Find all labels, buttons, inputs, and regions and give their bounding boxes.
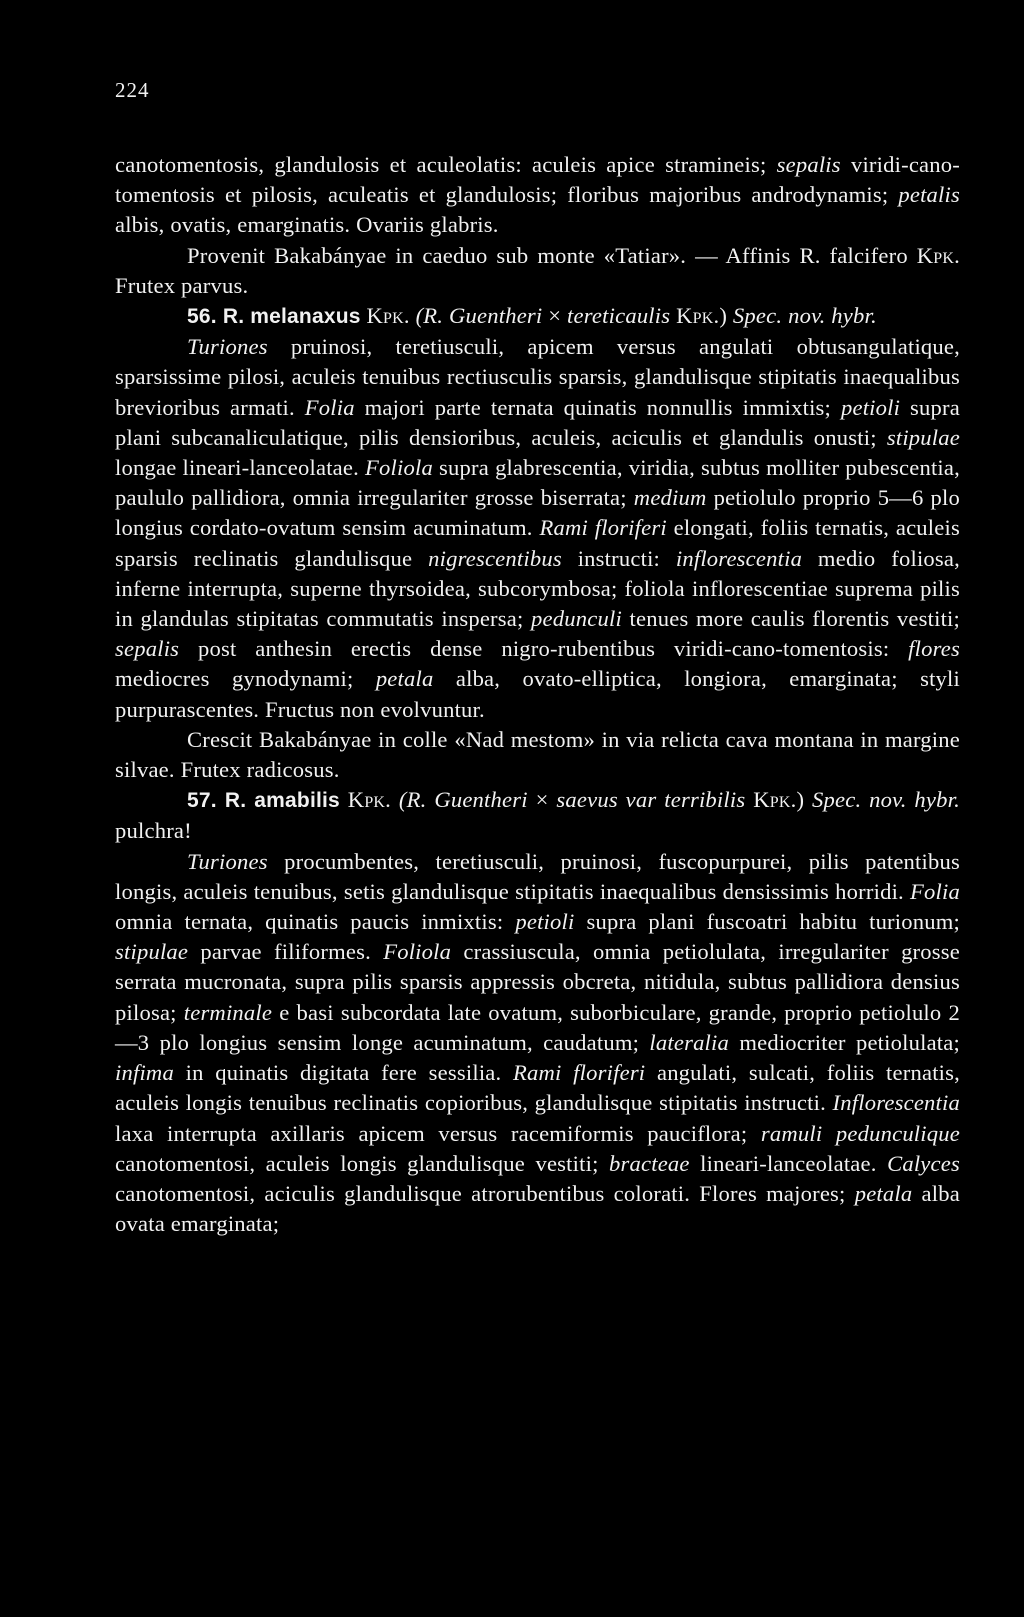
text-run: supra plani subcanaliculatique, pilis densioribus, aculeis, aciculis et glandulis onusti; (115, 394, 960, 450)
italic-text: stipulae (886, 424, 960, 450)
text-run: alba, ovato-elliptica, longiora, emarginata; styli purpurascentes. Fructus non evolvuntur. (115, 666, 961, 722)
heading-species-56 (115, 301, 960, 332)
text-run: .) (790, 787, 813, 813)
text-run: instructi: (561, 545, 676, 571)
author-abbrev: Kpk (366, 303, 404, 329)
italic-text: Folia (304, 394, 355, 420)
text-run: mediocriter petiolulata; (729, 1029, 960, 1055)
species-number: 56. (187, 305, 223, 329)
text-run: alba ovata emarginata; (115, 1180, 960, 1237)
italic-text: Spec. nov. hybr. (732, 303, 877, 329)
text-run: longae lineari-lanceolatae. (115, 455, 366, 481)
italic-text: sepalis (776, 152, 841, 177)
text-run: viridi-cano-tomentosis et pilosis, aculeatis et glandulosis; floribus majoribus androdynamis; (115, 152, 960, 208)
italic-text: pedunculi (531, 606, 622, 632)
italic-text: lateralia (649, 1029, 730, 1055)
author-abbrev: Kpk (916, 242, 955, 268)
text-run: lineari-lanceolatae. (689, 1150, 888, 1176)
italic-text: flores (908, 636, 960, 662)
text-run: pulchra! (115, 818, 192, 844)
text-run: Provenit Bakabányae in caeduo sub monte «Tatiar». — Affinis R. falcifero (187, 242, 917, 268)
page-text (115, 150, 960, 1239)
text-run: omnia ternata, quinatis paucis inmixtis: (115, 909, 516, 935)
page-number: 224 (115, 78, 150, 102)
italic-text: Folia (910, 878, 960, 904)
italic-text: tereticaulis (567, 303, 671, 329)
paragraph-provenance-r55 (115, 241, 960, 301)
text-run: angulati, sulcati, foliis ternatis, aculeis longis tenuibus reclinatis copioribus, glandulisque stipitatis instructi. (115, 1060, 961, 1116)
italic-text: saevus var terribilis (556, 787, 746, 813)
text-run: supra plani fuscoatri habitu turionum; (574, 909, 961, 935)
heading-species-57 (115, 785, 960, 846)
italic-text: sepalis (115, 636, 180, 662)
italic-text: (R. Guentheri (415, 303, 543, 329)
author-abbrev: Kpk (753, 787, 791, 813)
text-run: majori parte ternata quinatis nonnullis immixtis; (354, 394, 841, 420)
text-run: laxa interrupta axillaris apicem versus racemiformis pauciflora; (115, 1120, 761, 1146)
italic-text: bracteae (609, 1150, 690, 1176)
italic-text: inflorescentia (675, 545, 803, 571)
text-run: tenues more caulis florentis vestiti; (621, 606, 961, 632)
text-run: supra glabrescentia, viridia, subtus molliter pubescentia, paululo pallidiora, omnia irregulariter grosse biserrata; (115, 455, 960, 511)
species-number: 57. (187, 789, 225, 813)
italic-text: (R. Guentheri (398, 787, 528, 813)
italic-text: nigrescentibus (428, 545, 562, 571)
italic-text: terminale (183, 999, 273, 1025)
species-name: R. melanaxus (222, 305, 361, 329)
text-run: post anthesin erectis dense nigro-rubentibus viridi-cano-tomentosis: (179, 636, 909, 662)
italic-text: Foliola (365, 455, 433, 481)
text-run: albis, ovatis, emarginatis. Ovariis glabris. (115, 212, 499, 238)
author-abbrev: Kpk (347, 787, 386, 813)
author-abbrev: Kpk (676, 303, 714, 329)
text-run: pruinosi, teretiusculi, apicem versus angulati obtusangulatique, sparsissime pilosi, aculeis tenuibus rectiusculis sparsis, glandulisque stipitatis inaequalibus brevioribus armati. (115, 334, 960, 420)
italic-text: ramuli pedunculique (760, 1120, 960, 1146)
text-run: elongati, foliis ternatis, aculeis sparsis reclinatis glandulisque (115, 515, 960, 571)
text-run (340, 787, 348, 812)
species-name: R. amabilis (224, 789, 340, 813)
text-run: . (385, 787, 399, 813)
text-run: × (527, 787, 557, 813)
text-run: in quinatis digitata fere sessilia. (173, 1060, 514, 1086)
italic-text: Turiones (187, 334, 268, 360)
paragraph-description-r57 (115, 847, 960, 1240)
text-run: medio foliosa, inferne interrupta, superne thyrsoidea, subcorymbosa; foliola inflorescentiae suprema pilis in glandulas stipitatas commutatis inspersa; (115, 545, 960, 632)
text-run: canotomentosis, glandulosis et aculeolatis: aculeis apice stramineis; (115, 152, 777, 177)
text-run: . (403, 303, 416, 329)
italic-text: petala (375, 666, 434, 692)
text-run: .) (713, 303, 733, 329)
text-run: crassiuscula, omnia petiolulata, irregulariter grosse serrata mucronata, supra pilis sparsis appressis obcreta, nitidula, subtus pallidiora densius pilosa; (115, 939, 960, 1025)
italic-text: Inflorescentia (832, 1090, 960, 1116)
italic-text: Rami floriferi (539, 515, 667, 541)
text-run: Crescit Bakabányae in colle «Nad mestom» in via relicta cava montana in margine silvae. Frutex radicosus. (115, 726, 960, 783)
text-run: canotomentosi, aciculis glandulisque atrorubentibus colorati. Flores majores; (115, 1180, 855, 1206)
text-run: parvae filiformes. (188, 939, 384, 965)
text-run: e basi subcordata late ovatum, suborbiculare, grande, proprio petiolulo 2—3 plo longius sensim longe acuminatum, caudatum; (115, 999, 960, 1055)
italic-text: Rami floriferi (513, 1060, 646, 1086)
paragraph-provenance-r56 (115, 725, 960, 785)
text-run: mediocres gynodynami; (115, 666, 376, 692)
italic-text: Foliola (383, 939, 452, 965)
italic-text: Calyces (887, 1150, 960, 1176)
text-run: canotomentosi, aculeis longis glandulisque vestiti; (115, 1150, 610, 1176)
paragraph-description-continued (115, 150, 960, 241)
text-run: . Frutex parvus. (115, 242, 960, 298)
text-run: procumbentes, teretiusculi, pruinosi, fuscopurpurei, pilis patentibus longis, aculeis tenuibus, setis glandulisque stipitatis inaequalibus densissimis horridi. (115, 848, 960, 904)
italic-text: petalis (898, 182, 960, 208)
italic-text: medium (633, 485, 707, 511)
italic-text: stipulae (115, 939, 189, 965)
italic-text: infima (115, 1060, 174, 1086)
text-run: × (542, 303, 568, 329)
italic-text: petioli (515, 909, 575, 935)
italic-text: petioli (840, 394, 901, 420)
italic-text: petala (854, 1180, 913, 1206)
paragraph-description-r56 (115, 332, 960, 725)
italic-text: Spec. nov. hybr. (812, 787, 960, 813)
text-run: petiolulo proprio 5—6 plo longius cordato-ovatum sensim acuminatum. (115, 485, 960, 541)
italic-text: Turiones (187, 848, 268, 874)
